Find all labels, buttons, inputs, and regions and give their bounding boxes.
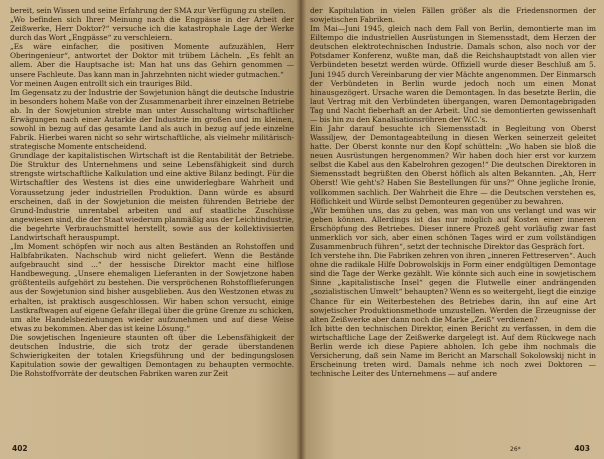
paragraph: der Kapitulation in vielen Fällen größer als die Friedensnormen der sowjetischen Fabriken. — [310, 6, 596, 25]
paragraph: Grundlage der kapitalistischen Wirtschaft ist die Rentabilität der Betriebe. Die Struktur des Unternehmens und seine Lebensfähigkeit sind durch strengste wirtschaftliche Kalkulation und eine aktive Bilanz bedingt. Für die Wirtschaftler des Westens ist dies eine unwiderlegbare Wahrheit und Voraussetzung jeder industriellen Produktion. Dann würde es absurd erscheinen, daß in der Sowjetunion die meisten führenden Betriebe der Grund-Industrie unrentabel arbeiten und auf staatliche Zuschüsse angewiesen sind, die der Staat wiederum planmäßig aus der Leichtindustrie, die begehrte Verbrauchsmittel herstellt, sowie aus der kollektivisierten Landwirtschaft herauspumpt. — [10, 151, 294, 242]
signature-mark: 26* — [510, 446, 521, 453]
page-number: 402 — [12, 444, 28, 453]
paragraph: Die sowjetischen Ingenieure staunten oft über die Lebensfähigkeit der deutschen Industrie, die sich trotz der gerade überstandenen Schwierigkeiten der totalen Kriegsführung und der bedingungslosen Kapitulation sowie der gewaltigen Demontagen zu behaupten vermochte. Die Rohstoffvorräte der deutschen Fabriken waren zur Zeit — [10, 332, 294, 379]
paragraph: Im Mai—Juni 1945, gleich nach dem Fall von Berlin, demontierte man im Eiltempo die industriellen Ausrüstungen in Siemensstadt, dem Herzen der deutschen elektrotechnischen Industrie. Damals schon, also noch vor der Potsdamer Konferenz, wußte man, daß die Reichshauptstadt von allen vier Verbündeten besetzt werden würde. Offiziell wurde dieser Beschluß am 5. Juni 1945 durch Vereinbarung der vier Mächte angenommen. Der Einmarsch der Verbündeten in Berlin wurde jedoch noch um einen Monat hinausgezögert. Ursache waren die Demontagen. In das besetzte Berlin, die laut Vertrag mit den Verbündeten übergangen, waren Demontagebrigaden Tag und Nacht fieberhaft an der Arbeit. Und sie demontierten gewissenhaft — bis hin zu den Kanalisationsröhren der W.C.'s. — [310, 24, 596, 124]
right-page-text — [310, 6, 596, 378]
paragraph: bereit, sein Wissen und seine Erfahrung der SMA zur Verfügung zu stellen. — [10, 6, 286, 15]
paragraph: „Wo befinden sich Ihrer Meinung nach die Engpässe in der Arbeit der Zeißwerke, Herr Doktor?“ versuche ich die katastrophale Lage der Werke durch das Wort „Engpässe“ zu verschleiern. — [10, 15, 294, 43]
right-page — [300, 0, 604, 459]
paragraph: Ein Jahr darauf besuchte ich Siemensstadt in Begleitung von Oberst Wassiljew, der Demontageabteilung in diesen Werken seinerzeit geleitet hatte. Der Oberst konnte nur den Kopf schütteln: „Wo haben sie bloß die neuen Ausrüstungen hergenommen? Wir haben doch hier erst vor kurzem selbst die Kabel aus den Kabelrohren gezogen!“ Die deutschen Direktoren in Siemensstadt begrüßten den Oberst höflich als alten Bekannten. „Ah, Herr Oberst! Wie geht's? Haben Sie Bestellungen für uns?“ Ohne jegliche Ironie, vollkommen sachlich. Der Wahrheit die Ehre — die Deutschen verstehen es, Höflichkeit und Würde selbst Demonteuren gegenüber zu bewahren. — [310, 124, 596, 206]
paragraph: Ich verstehe ihn. Die Fabriken zehren von ihren „inneren Fettreserven“. Auch ohne die radikale Hilfe Dobrowolskijs in Form einer endgültigen Demontage sind die Tage der Werke gezählt. Wie könnte sich auch eine in sowjetischem Sinne „kapitalistische Insel“ gegen die Flutwelle einer andrängenden „sozialistischen Umwelt“ behaupten? Wenn es so weitergeht, liegt die einzige Chance für ein Weiterbestehen des Betriebes darin, ihn auf eine Art sowjetischer Produktionsmethode umzustellen. Werden die Erzeugnisse der alten Zeißwerke aber dann noch die Marke „Zeiß“ verdienen? — [310, 251, 596, 324]
paragraph: Vor meinen Augen entrollt sich ein trauriges Bild. — [10, 78, 193, 88]
left-page — [0, 0, 300, 459]
paragraph: Ich bitte den technischen Direktor, einen Bericht zu verfassen, in dem die wirtschaftliche Lage der Zeißwerke dargelegt ist. Auf dem Rückwege nach Berlin werde ich diese Papiere abholen. Ich gebe ihm nochmals die Versicherung, daß sein Name im Bericht an Marschall Sokolowskij nicht in Erscheinung treten wird. Damals nehme ich noch zwei Doktoren — technische Leiter des Unternehmens — auf andere — [310, 323, 596, 379]
left-page-text — [10, 6, 294, 378]
paragraph: Im Gegensatz zu der Industrie der Sowjetunion hängt die deutsche Industrie in besonders hohem Maße von der Zusammenarbeit ihrer einzelnen Betriebe ab. In der Sowjetunion strebte man unter Ausschaltung wirtschaftlicher Erwägungen nach einer Autarkie der Industrie im großen und im kleinen, sowohl in bezug auf das gesamte Land als auch in bezug auf jede einzelne Fabrik. Hierbei waren nicht so sehr wirtschaftliche, als vielmehr militärisch-strategische Momente entscheidend. — [10, 87, 294, 152]
paragraph: „Im Moment schöpfen wir noch aus alten Beständen an Rohstoffen und Halbfabrikaten. Nachschub wird nicht geliefert. Wenn die Bestände aufgebraucht sind ...“ der hessische Direktor macht eine hilflose Handbewegung. „Unsere ehemaligen Lieferanten in der Sowjetzone haben größtenteils aufgehört zu bestehen. Die verspröchenen Rohstofflieferungen aus der Sowjetunion sind bisher ausgeblieben. Aus den Westzonen etwas zu erhalten, ist praktisch ausgeschlossen. Wir haben schon versucht, einige Lastkraftwagen auf eigene Gefahr illegal über die grüne Grenze zu schicken, um alte Handelsbeziehungen wieder aufzunehmen und auf diese Weise etwas zu bekommen. Aber das ist keine Lösung.“ — [10, 242, 294, 333]
page-number: 403 — [574, 444, 590, 453]
paragraph: „Es wäre einfacher, die positiven Momente aufzuzählen, Herr Oberingenieur“, antwortet der Doktor mit trübem Lächeln. „Es fehlt an allem. Aber die Hauptsache ist: Man hat uns das Gehirn genommen — unsere Fachleute. Das kann man in Jahrzehnten nicht wieder gutmachen.“ — [10, 42, 294, 79]
paragraph: „Wir bemühen uns, das zu geben, was man von uns verlangt und was wir geben können. Allerdings ist das nur möglich auf Kosten einer inneren Erschöpfung des Betriebes. Dieser innere Prozeß geht vorläufig zwar fast unmerklich vor sich, aber einen schönen Tages wird er zum vollständigen Zusammenbruch führen“, setzt der technische Direktor das Gespräch fort. — [310, 205, 596, 252]
